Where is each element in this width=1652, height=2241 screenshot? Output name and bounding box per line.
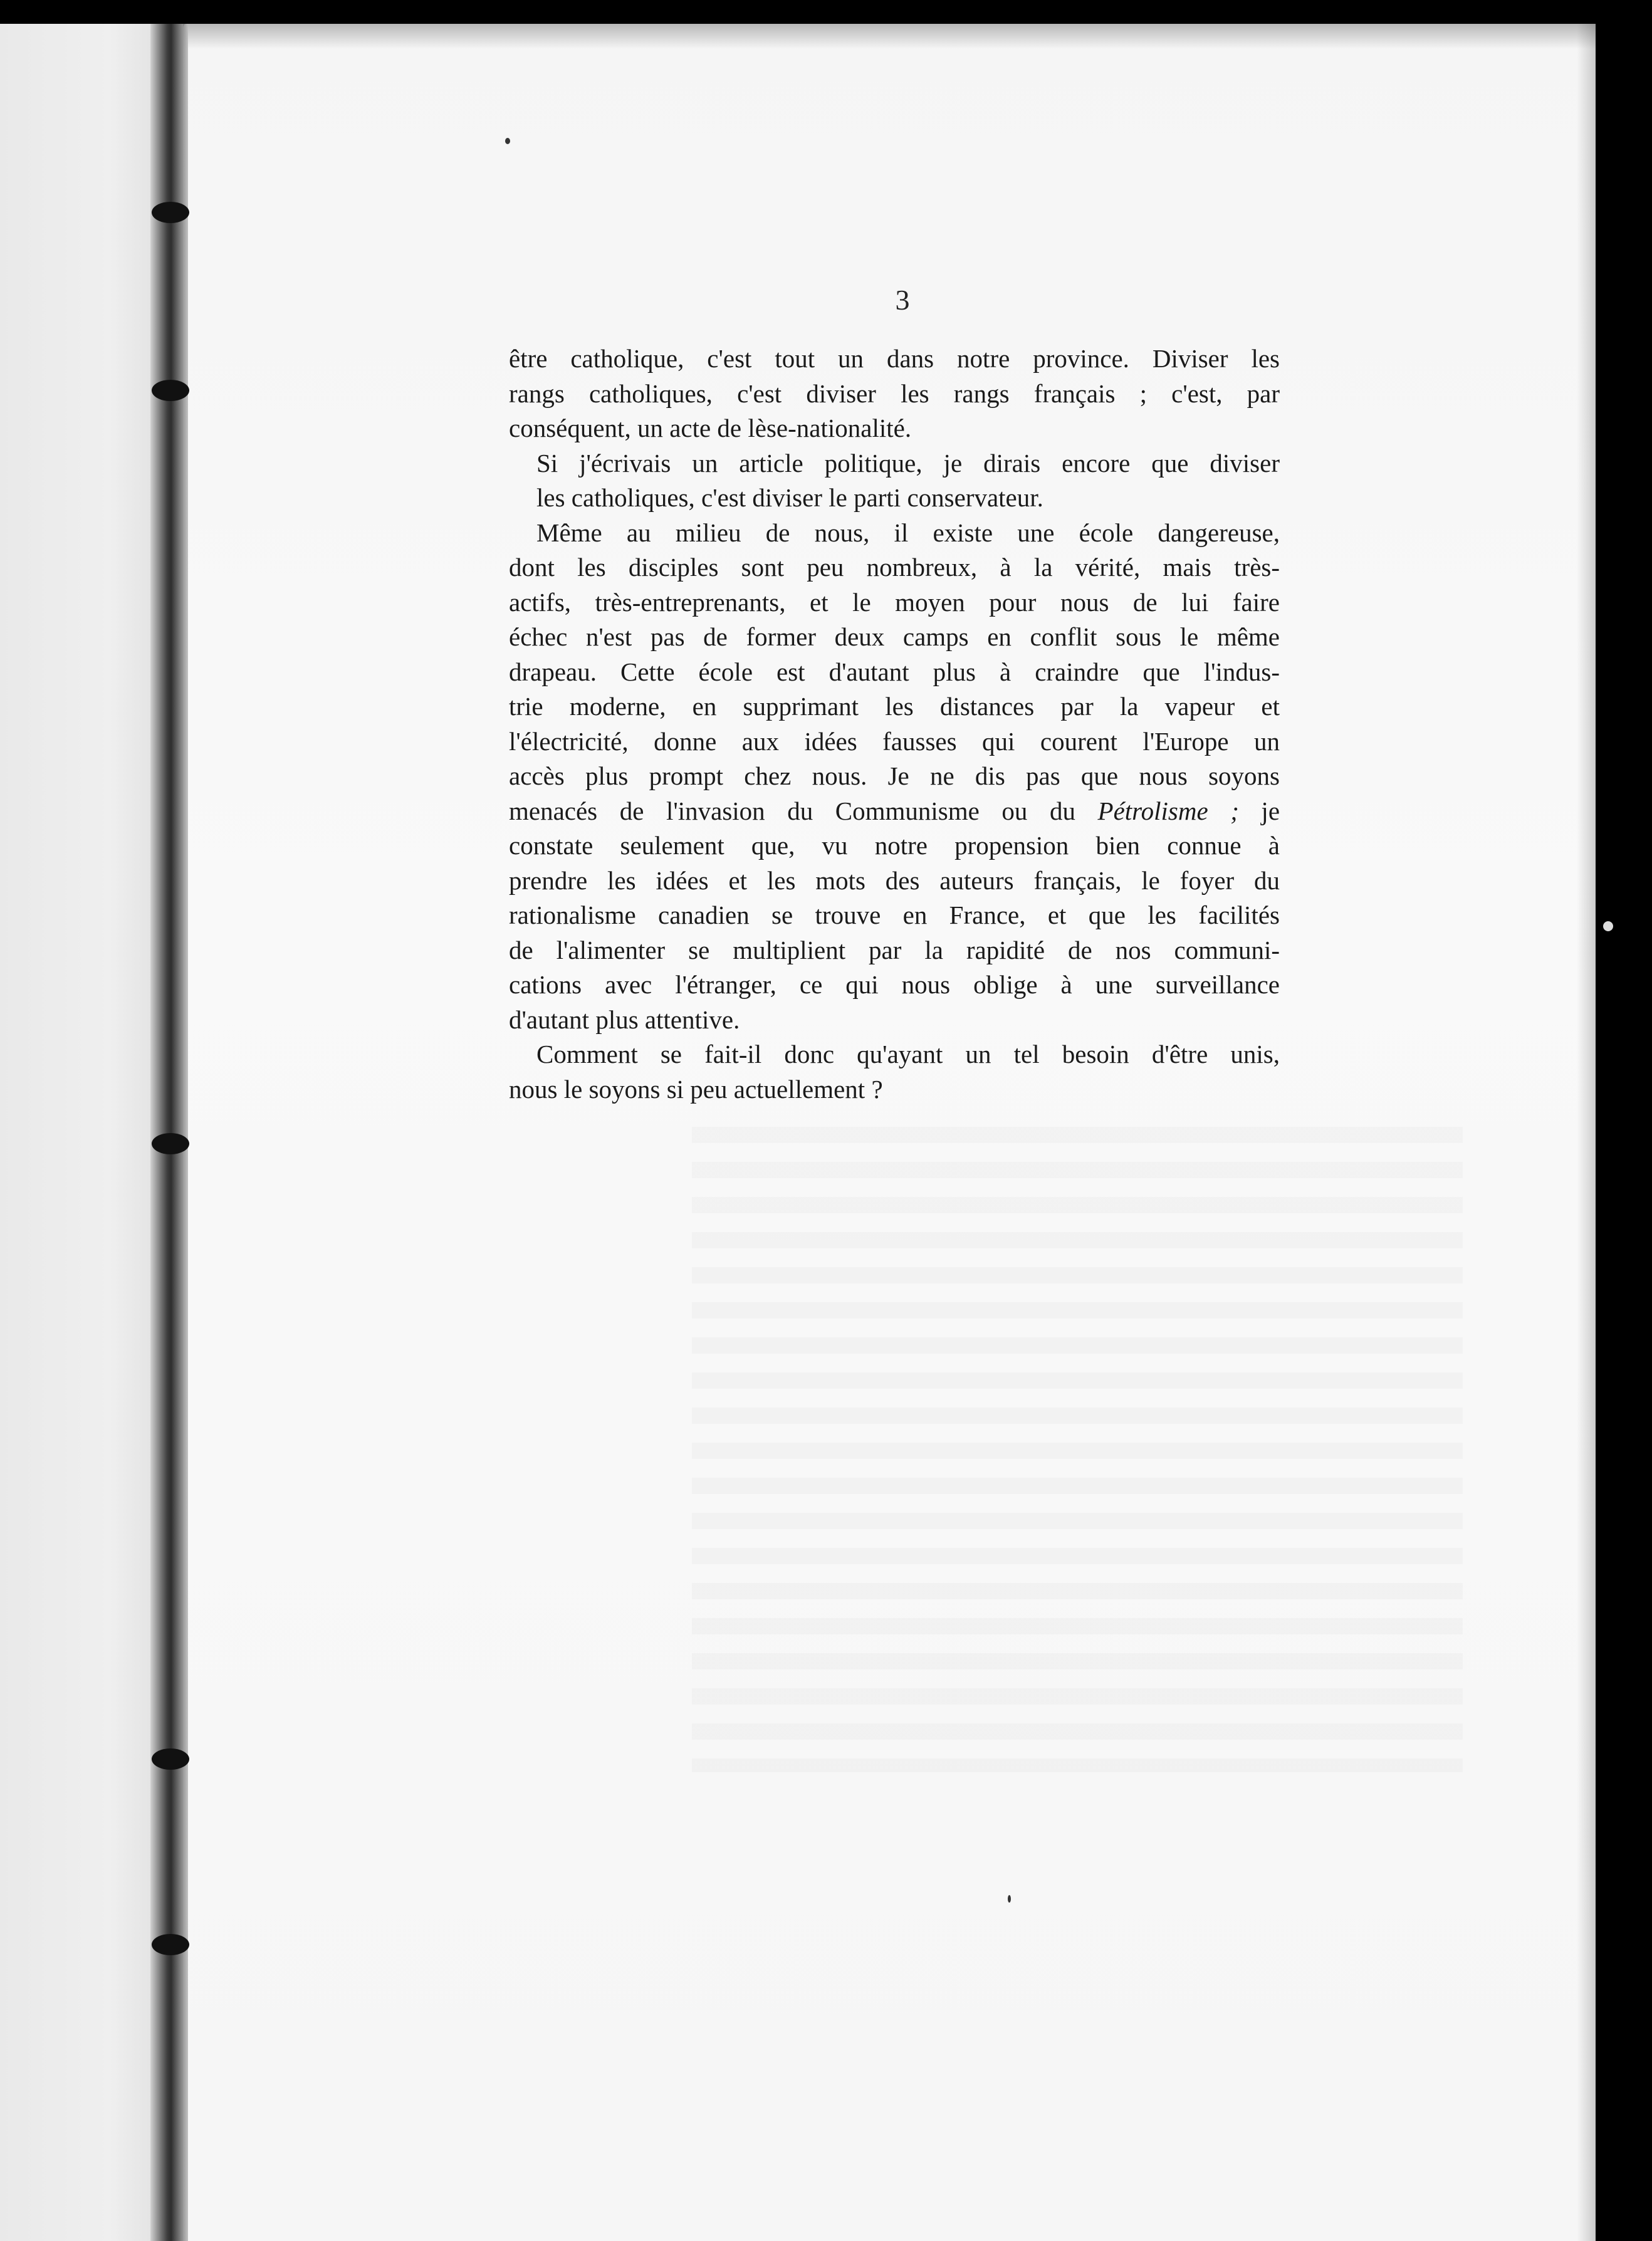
text-line: drapeau. Cette école est d'autant plus à craindre que l'indus- [509, 657, 1280, 686]
text-line: prendre les idées et les mots des auteurs français, le foyer du [509, 865, 1280, 895]
text-line: rangs catholiques, c'est diviser les rangs français ; c'est, par [509, 379, 1280, 408]
text-line: Si j'écrivais un article politique, je dirais encore que diviser [536, 448, 1280, 478]
binding-gutter [150, 24, 188, 2241]
binding-stitch [152, 1748, 189, 1770]
text-line: les catholiques, c'est diviser le parti conservateur. [536, 483, 1043, 512]
text-line: constate seulement que, vu notre propension bien connue à [509, 831, 1280, 860]
text-line: accès plus prompt chez nous. Je ne dis pas que nous soyons [509, 761, 1280, 790]
paragraph [509, 446, 1280, 516]
binding-stitch [152, 1133, 189, 1154]
text-segment: menacés de l'invasion du Communisme ou du [509, 796, 1075, 825]
page-number: 3 [895, 284, 910, 316]
page-nick [1603, 921, 1613, 931]
text-line: trie moderne, en supprimant les distances par la vapeur et [509, 692, 1280, 721]
text-segment: je [1261, 796, 1280, 825]
text-line: actifs, très-entreprenants, et le moyen pour nous de lui faire [509, 587, 1280, 617]
text-line: l'électricité, donne aux idées fausses qui courent l'Europe un [509, 726, 1280, 756]
body-text [509, 342, 1280, 1107]
text-line: dont les disciples sont peu nombreux, à la vérité, mais très- [509, 553, 1280, 582]
paragraph [509, 1037, 1280, 1107]
italic-term: Pétrolisme ; [1097, 796, 1239, 825]
page-edge-shadow [1577, 24, 1596, 2241]
text-line: Même au milieu de nous, il existe une école dangereuse, [536, 518, 1280, 547]
text-line: conséquent, un acte de lèse-nationalité. [509, 414, 912, 442]
text-line: être catholique, c'est tout un dans notre province. Diviser les [509, 344, 1280, 373]
paragraph [509, 342, 1280, 446]
page-top-shadow [183, 24, 1596, 49]
text-line: cations avec l'étranger, ce qui nous oblige à une surveillance [509, 970, 1280, 999]
paper-speck [505, 138, 510, 144]
text-line: de l'alimenter se multiplient par la rapidité de nos communi- [509, 935, 1280, 964]
text-line: Comment se fait-il donc qu'ayant un tel besoin d'être unis, [536, 1040, 1280, 1068]
paper-speck [1008, 1895, 1011, 1903]
paragraph [509, 516, 1280, 1038]
text-line: échec n'est pas de former deux camps en conflit sous le même [509, 622, 1280, 651]
text-line-mixed [509, 794, 1280, 829]
bleed-through-texture [692, 1108, 1463, 1772]
text-line: d'autant plus attentive. [509, 1005, 740, 1034]
binding-stitch [152, 1934, 189, 1955]
binding-stitch [152, 202, 189, 223]
text-line: rationalisme canadien se trouve en France, et que les facilités [509, 901, 1280, 929]
binding-stitch [152, 380, 189, 401]
text-line: nous le soyons si peu actuellement ? [509, 1074, 883, 1104]
